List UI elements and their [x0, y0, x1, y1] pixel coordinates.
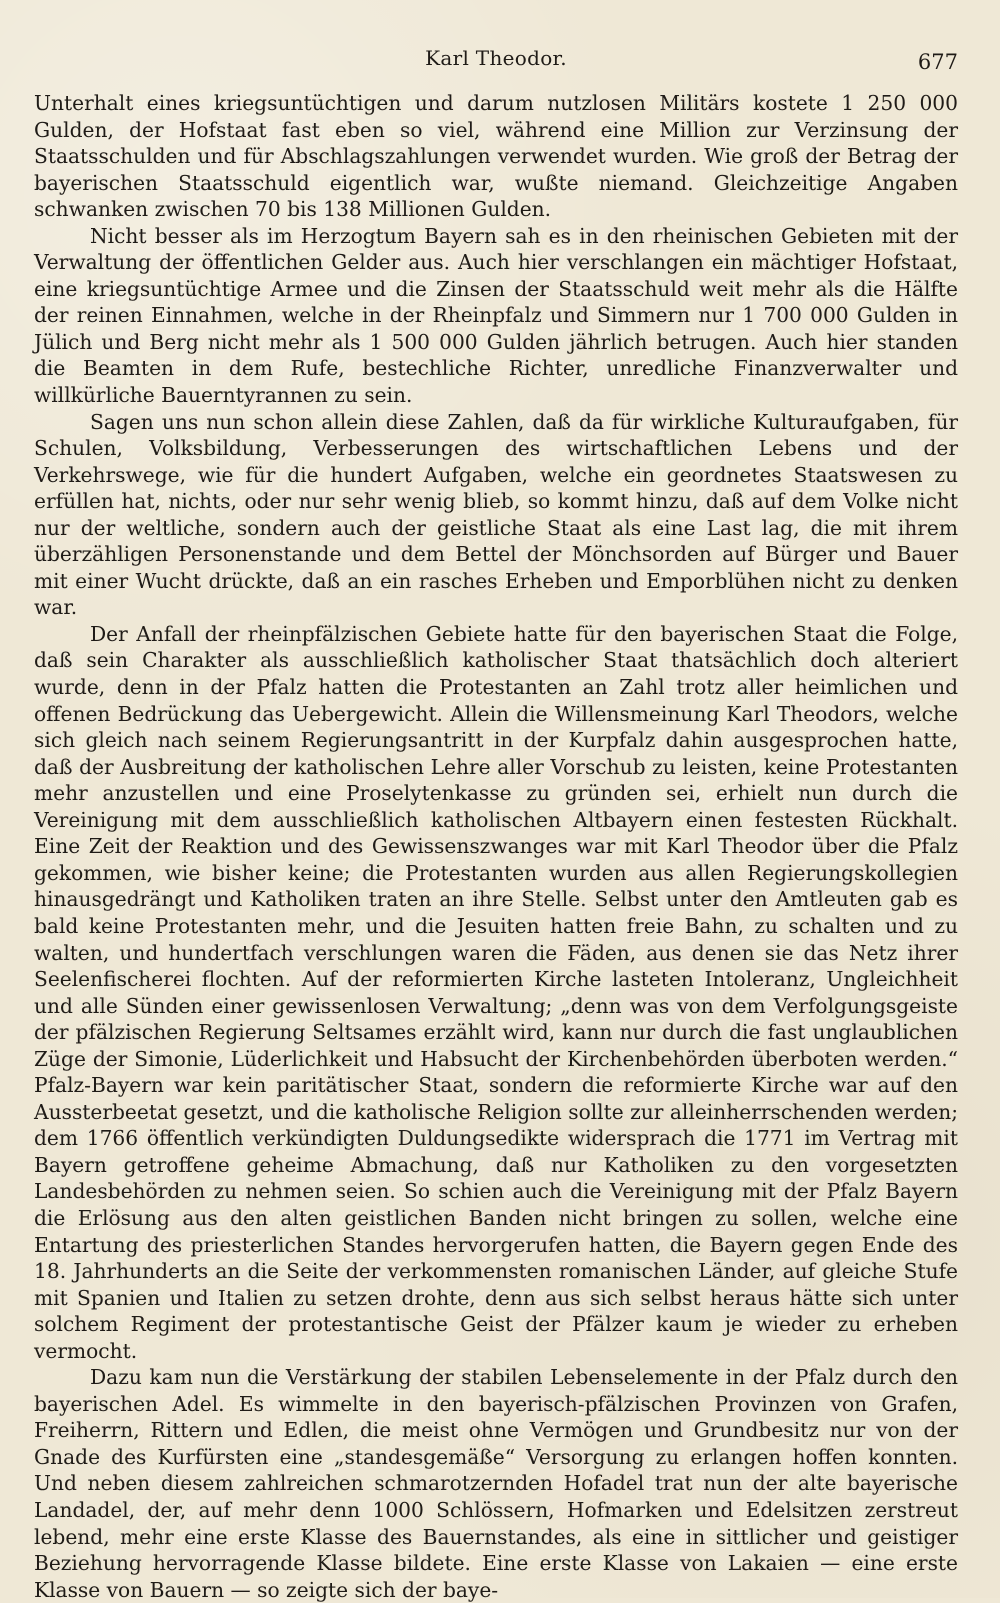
paragraph-2: Nicht besser als im Herzogtum Bayern sah es in den rheinischen Gebieten mit der Verwaltung der öffentlichen Gelder aus. Auch hier verschlangen ein mächtiger Hofstaat, eine kriegsuntüchtige Armee und die Zinsen der Staatsschuld weit mehr als die Hälfte der reinen Einnahmen, welche in der Rheinpfalz und Simmern nur 1 700 000 Gulden in Jülich und Berg nicht mehr als 1 500 000 Gulden jährlich betrugen. Auch hier standen die Beamten in dem Rufe, bestechliche Richter, unredliche Finanzverwalter und willkürliche Bauerntyrannen zu sein.: [34, 223, 958, 408]
running-title: Karl Theodor.: [425, 46, 567, 70]
paragraph-5: Dazu kam nun die Verstärkung der stabilen Lebenselemente in der Pfalz durch den bayerischen Adel. Es wimmelte in den bayerisch-pfälzischen Provinzen von Grafen, Freiherrn, Rittern und Edlen, die meist ohne Vermögen und Grundbesitz nur von der Gnade des Kurfürsten eine „standesgemäße“ Versorgung zu erlangen hoffen konnten. Und neben diesem zahlreichen schmarotzernden Hofadel trat nun der alte bayerische Landadel, der, auf mehr denn 1000 Schlössern, Hofmarken und Edelsitzen zerstreut lebend, mehr eine erste Klasse des Bauernstandes, als eine in sittlicher und geistiger Beziehung hervorragende Klasse bildete. Eine erste Klasse von Lakaien — eine erste Klasse von Bauern — so zeigte sich der baye-: [34, 1365, 958, 1602]
page-header: [34, 46, 958, 82]
paragraph-3: Sagen uns nun schon allein diese Zahlen, daß da für wirkliche Kulturaufgaben, für Schulen, Volksbildung, Verbesserungen des wirtschaftlichen Lebens und der Verkehrswege, wie für die hundert Aufgaben, welche ein geordnetes Staatswesen zu erfüllen hat, nichts, oder nur sehr wenig blieb, so kommt hinzu, daß auf dem Volke nicht nur der weltliche, sondern auch der geistliche Staat als eine Last lag, die mit ihrem überzähligen Personenstande und dem Bettel der Mönchsorden auf Bürger und Bauer mit einer Wucht drückte, daß an ein rasches Erheben und Emporblühen nicht zu denken war.: [34, 409, 958, 620]
page-number: 677: [917, 50, 958, 74]
body-text: [34, 90, 958, 1603]
paragraph-4: Der Anfall der rheinpfälzischen Gebiete hatte für den bayerischen Staat die Folge, daß sein Charakter als ausschließlich katholischer Staat thatsächlich doch alteriert wurde, denn in der Pfalz hatten die Protestanten an Zahl trotz aller heimlichen und offenen Bedrückung das Uebergewicht. Allein die Willensmeinung Karl Theodors, welche sich gleich nach seinem Regierungsantritt in der Kurpfalz dahin ausgesprochen hatte, daß der Ausbreitung der katholischen Lehre aller Vorschub zu leisten, keine Protestanten mehr anzustellen und eine Proselytenkasse zu gründen sei, erhielt nun durch die Vereinigung mit dem ausschließlich katholischen Altbayern einen festesten Rückhalt. Eine Zeit der Reaktion und des Gewissenszwanges war mit Karl Theodor über die Pfalz gekommen, wie bisher keine; die Protestanten wurden aus allen Regierungskollegien hinausgedrängt und Katholiken traten an ihre Stelle. Selbst unter den Amtleuten gab es bald keine Protestanten mehr, und die Jesuiten hatten freie Bahn, zu schalten und zu walten, und hundertfach verschlungen waren die Fäden, aus denen sie das Netz ihrer Seelenfischerei flochten. Auf der reformierten Kirche lasteten Intoleranz, Ungleichheit und alle Sünden einer gewissenlosen Verwaltung; „denn was von dem Verfolgungsgeiste der pfälzischen Regierung Seltsames erzählt wird, kann nur durch die fast unglaublichen Züge der Simonie, Lüderlichkeit und Habsucht der Kirchenbehörden überboten werden.“ Pfalz-Bayern war kein paritätischer Staat, sondern die reformierte Kirche war auf den Aussterbeetat gesetzt, und die katholische Religion sollte zur alleinherrschenden werden; dem 1766 öffentlich verkündigten Duldungsedikte widersprach die 1771 im Vertrag mit Bayern getroffene geheime Abmachung, daß nur Katholiken zu den vorgesetzten Landesbehörden zu nehmen seien. So schien auch die Vereinigung mit der Pfalz Bayern die Erlösung aus den alten geistlichen Banden nicht bringen zu sollen, welche eine Entartung des priesterlichen Standes hervorgerufen hatten, die Bayern gegen Ende des 18. Jahrhunderts an die Seite der verkommensten romanischen Länder, auf gleiche Stufe mit Spanien und Italien zu setzen drohte, denn aus sich selbst heraus hätte sich unter solchem Regiment der protestantische Geist der Pfälzer kaum je wieder zu erheben vermocht.: [34, 621, 958, 1363]
paragraph-1: Unterhalt eines kriegsuntüchtigen und darum nutzlosen Militärs kostete 1 250 000 Gulden, der Hofstaat fast eben so viel, während eine Million zur Verzinsung der Staatsschulden und für Abschlagszahlungen verwendet wurden. Wie groß der Betrag der bayerischen Staatsschuld eigentlich war, wußte niemand. Gleichzeitige Angaben schwanken zwischen 70 bis 138 Millionen Gulden.: [34, 91, 958, 222]
